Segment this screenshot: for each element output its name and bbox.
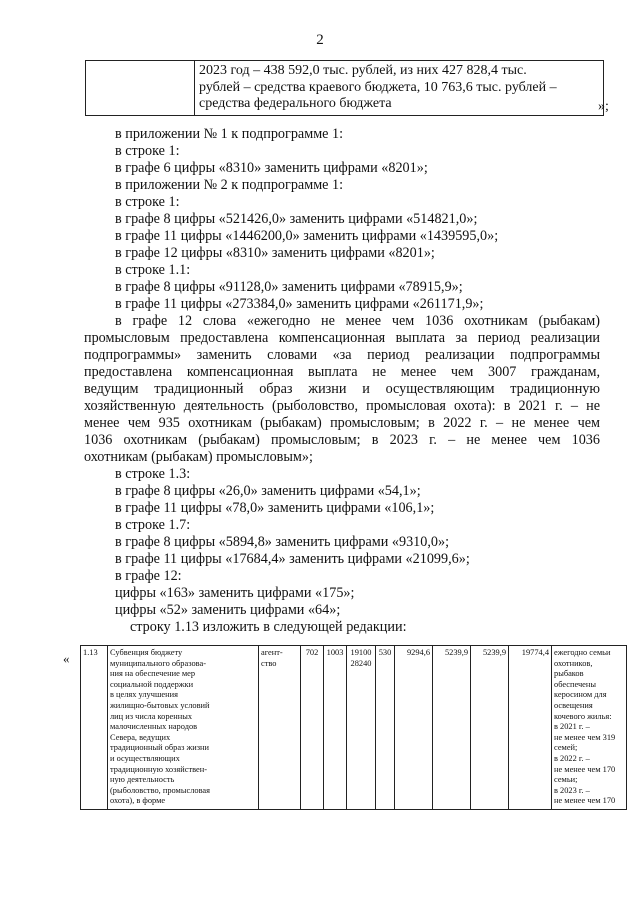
paragraph-line: промысловым предоставлена компенсационная выплата за период реализации bbox=[84, 330, 600, 346]
text-line: в графе 8 цифры «91128,0» заменить цифрами «78915,9»; bbox=[115, 279, 463, 295]
text-line: в приложении № 2 к подпрограмме 1: bbox=[115, 177, 344, 193]
description-line: муниципального образова- bbox=[110, 658, 207, 668]
value-2021-cell: 9294,6 bbox=[395, 646, 433, 810]
text-line: в графе 8 цифры «26,0» заменить цифрами «54,1»; bbox=[115, 483, 421, 499]
result-cell bbox=[552, 646, 627, 810]
result-line: керосином для bbox=[554, 690, 607, 700]
text-line: в строке 1.1: bbox=[115, 262, 191, 278]
top-table-line: 2023 год – 438 592,0 тыс. рублей, из них 427 828,4 тыс. bbox=[199, 63, 527, 78]
executor-line: ство bbox=[261, 658, 277, 668]
text-line: в графе 12 цифры «8310» заменить цифрами «8201»; bbox=[115, 245, 435, 261]
description-line: охота), в форме bbox=[110, 796, 166, 806]
text-line: в графе 6 цифры «8310» заменить цифрами «8201»; bbox=[115, 160, 428, 176]
top-table bbox=[85, 60, 604, 116]
executor-cell bbox=[259, 646, 301, 810]
description-line: (рыболовство, промысловая bbox=[110, 785, 210, 795]
top-table-line: средства федерального бюджета bbox=[199, 96, 392, 111]
value-2023-cell: 5239,9 bbox=[471, 646, 509, 810]
description-line: в целях улучшения bbox=[110, 690, 178, 700]
description-cell bbox=[108, 646, 259, 810]
closing-quote: »; bbox=[598, 99, 609, 114]
result-line: в 2022 г. – bbox=[554, 753, 590, 763]
executor-line: агент- bbox=[261, 648, 283, 657]
text-line: в графе 8 цифры «521426,0» заменить цифрами «514821,0»; bbox=[115, 211, 478, 227]
text-line: в строке 1.3: bbox=[115, 466, 191, 482]
code-cell bbox=[347, 646, 376, 810]
code-cell: 530 bbox=[376, 646, 395, 810]
result-line: семей; bbox=[554, 743, 578, 753]
paragraph-line: в графе 12 слова «ежегодно не менее чем 1036 охотникам (рыбакам) bbox=[115, 313, 600, 329]
description-line: Субвенция бюджету bbox=[110, 648, 183, 657]
top-table-empty-cell bbox=[86, 61, 195, 116]
row-number-cell: 1.13 bbox=[81, 646, 108, 810]
text-line: в строке 1: bbox=[115, 143, 180, 159]
description-line: лиц из числа коренных bbox=[110, 711, 193, 721]
paragraph-line: подпрограммы» заменить словами «за период реализации подпрограммы bbox=[84, 347, 600, 363]
page-number: 2 bbox=[316, 32, 324, 48]
result-line: обеспечены bbox=[554, 679, 597, 689]
text-line: в приложении № 1 к подпрограмме 1: bbox=[115, 126, 344, 142]
description-line: Севера, ведущих bbox=[110, 732, 171, 742]
paragraph-line: ведущим традиционный образ жизни и осуществляющим традиционную bbox=[84, 381, 600, 397]
result-line: в 2023 г. – bbox=[554, 785, 590, 795]
code-cell: 1003 bbox=[324, 646, 347, 810]
paragraph-line: охотникам (рыбакам) промысловым»; bbox=[84, 449, 313, 465]
description-line: традиционную хозяйствен- bbox=[110, 764, 208, 774]
result-line: кочевого жилья: bbox=[554, 711, 612, 721]
result-line: не менее чем 319 bbox=[554, 732, 616, 742]
description-line: малочисленных народов bbox=[110, 722, 198, 732]
table-row bbox=[81, 646, 627, 810]
result-line: семьи; bbox=[554, 775, 578, 785]
code-line: 19100 bbox=[350, 648, 372, 657]
text-line: в графе 8 цифры «5894,8» заменить цифрами «9310,0»; bbox=[115, 534, 450, 550]
description-line: и осуществляющих bbox=[110, 753, 180, 763]
top-table-line: рублей – средства краевого бюджета, 10 763,6 тыс. рублей – bbox=[199, 79, 557, 95]
value-total-cell: 19774,4 bbox=[509, 646, 552, 810]
result-line: не менее чем 170 bbox=[554, 796, 616, 806]
paragraph-line: предоставлена компенсационная выплата не менее чем 3007 гражданам, bbox=[84, 364, 600, 380]
paragraph-line: менее чем 935 охотникам (рыбакам) промысловым; в 2022 г. – не менее чем bbox=[84, 415, 600, 431]
paragraph-line: хозяйственную деятельность (рыболовство, промысловая охота): в 2021 г. – не bbox=[84, 398, 600, 414]
text-line: в графе 11 цифры «1446200,0» заменить цифрами «1439595,0»; bbox=[115, 228, 499, 244]
text-line: в графе 11 цифры «273384,0» заменить цифрами «261171,9»; bbox=[115, 296, 484, 312]
description-line: ния на обеспечение мер bbox=[110, 669, 196, 679]
code-line: 28240 bbox=[350, 658, 372, 668]
text-line: в графе 11 цифры «17684,4» заменить цифрами «21099,6»; bbox=[115, 551, 470, 567]
description-line: традиционный образ жизни bbox=[110, 743, 210, 753]
code-cell: 702 bbox=[301, 646, 324, 810]
description-line: социальной поддержки bbox=[110, 679, 194, 689]
description-line: ную деятельность bbox=[110, 775, 175, 785]
top-table-text-cell bbox=[195, 61, 604, 116]
text-line: цифры «163» заменить цифрами «175»; bbox=[115, 585, 355, 601]
paragraph-line: 1036 охотникам (рыбакам) промысловым; в 2023 г. – не менее чем 1036 bbox=[84, 432, 600, 448]
result-line: рыбаков bbox=[554, 669, 584, 679]
text-line: цифры «52» заменить цифрами «64»; bbox=[115, 602, 341, 618]
description-line: жилищно-бытовых условий bbox=[110, 700, 210, 710]
result-line: в 2021 г. – bbox=[554, 722, 590, 732]
text-line: в графе 11 цифры «78,0» заменить цифрами «106,1»; bbox=[115, 500, 435, 516]
opening-quote: « bbox=[63, 651, 70, 666]
value-2022-cell: 5239,9 bbox=[433, 646, 471, 810]
text-line: строку 1.13 изложить в следующей редакции: bbox=[130, 619, 407, 635]
result-line: охотников, bbox=[554, 658, 593, 668]
text-line: в строке 1.7: bbox=[115, 517, 191, 533]
result-line: ежегодно семьи bbox=[554, 648, 611, 657]
result-line: освещения bbox=[554, 700, 593, 710]
result-line: не менее чем 170 bbox=[554, 764, 616, 774]
text-line: в графе 12: bbox=[115, 568, 182, 584]
row-1-13-table bbox=[80, 645, 627, 810]
text-line: в строке 1: bbox=[115, 194, 180, 210]
